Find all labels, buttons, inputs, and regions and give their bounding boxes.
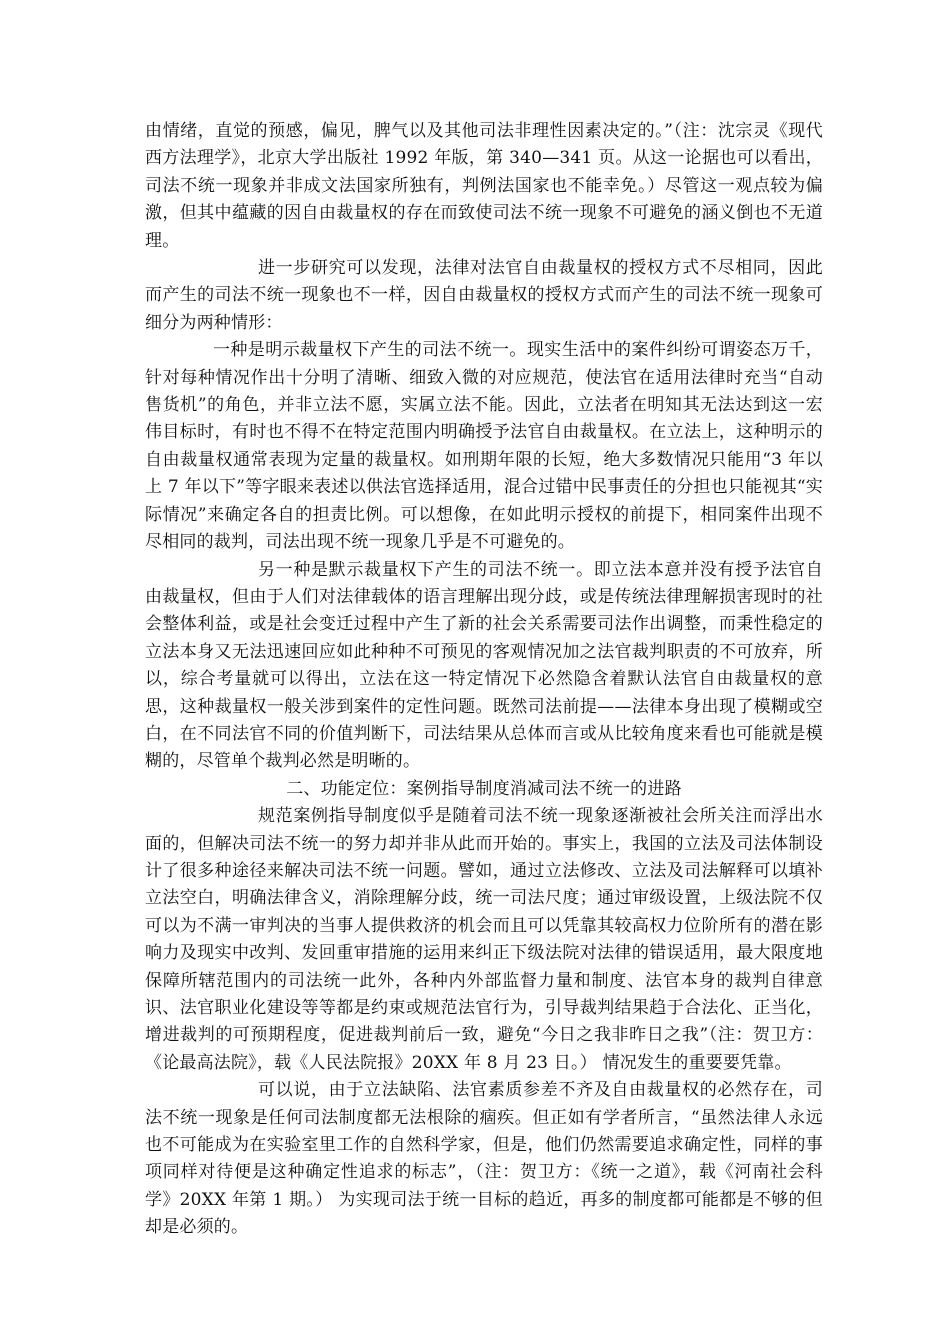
document-body [145, 118, 823, 1242]
paragraph-continuation: 由情绪，直觉的预感，偏见，脾气以及其他司法非理性因素决定的。”（注：沈宗灵《现代西方法理学》，北京大学出版社 1992 年版，第 340—341 页。从这一论据也可以看出，司法不统一现象并非成文法国家所独有，判例法国家也不能幸免。）尽管这一观点较为偏激，但其中蕴藏的因自由裁量权的存在而致使司法不统一现象不可避免的涵义倒也不无道理。 [145, 121, 823, 251]
paragraph-implicit-discretion: 另一种是默示裁量权下产生的司法不统一。即立法本意并没有授予法官自由裁量权，但由于人们对法律载体的语言理解出现分歧，或是传统法律理解损害现时的社会整体利益，或是社会变迁过程中产生了新的社会关系需要司法作出调整，而秉性稳定的立法本身又无法迅速回应如此种种不可预见的客观情况加之法官裁判职责的不可放弃，所以，综合考量就可以得出，立法在这一特定情况下必然隐含着默认法官自由裁量权的意思，这种裁量权一般关涉到案件的定性问题。既然司法前提——法律本身出现了模糊或空白，在不同法官不同的价值判断下，司法结果从总体而言或从比较角度来看也可能就是模糊的，尽管单个裁判必然是明晰的。 [145, 559, 823, 772]
section-heading: 二、功能定位：案例指导制度消减司法不统一的进路 [286, 778, 682, 799]
paragraph-authorization-methods: 进一步研究可以发现，法律对法官自由裁量权的授权方式不尽相同，因此而产生的司法不统一现象也不一样，因自由裁量权的授权方式而产生的司法不统一现象可细分为两种情形： [145, 258, 823, 333]
paragraph-case-guidance: 规范案例指导制度似乎是随着司法不统一现象逐渐被社会所关注而浮出水面的，但解决司法不统一的努力却并非从此而开始的。事实上，我国的立法及司法体制设计了很多种途径来解决司法不统一问题。譬如，通过立法修改、立法及司法解释可以填补立法空白，明确法律含义，消除理解分歧，统一司法尺度；通过审级设置，上级法院不仅可以为不满一审判决的当事人提供救济的机会而且可以凭靠其较高权力位阶所有的潜在影响力及现实中改判、发回重审措施的运用来纠正下级法院对法律的错误适用，最大限度地保障所辖范围内的司法统一此外，各种内外部监督力量和制度、法官本身的裁判自律意识、法官职业化建设等等都是约束或规范法官行为，引导裁判结果趋于合法化、正当化，增进裁判的可预期程度，促进裁判前后一致，避免“今日之我非昨日之我”（注：贺卫方：《论最高法院》，载《人民法院报》20XX 年 8 月 23 日。） 情况发生的重要要凭靠。 [145, 806, 823, 1073]
paragraph-explicit-discretion: 一种是明示裁量权下产生的司法不统一。现实生活中的案件纠纷可谓姿态万千，针对每种情况作出十分明了清晰、细致入微的对应规范，使法官在适用法律时充当“自动售货机”的角色，并非立法不愿，实属立法不能。因此，立法者在明知其无法达到这一宏伟目标时，有时也不得不在特定范围内明确授予法官自由裁量权。在立法上，这种明示的自由裁量权通常表现为定量的裁量权。如刑期年限的长短，绝大多数情况只能用“3 年以上 7 年以下”等字眼来表述以供法官选择适用，混合过错中民事责任的分担也只能视其“实际情况”来确定各自的担责比例。可以想像，在如此明示授权的前提下，相同案件出现不尽相同的裁判，司法出现不统一现象几乎是不可避免的。 [145, 340, 823, 553]
paragraph-conclusion: 可以说，由于立法缺陷、法官素质参差不齐及自由裁量权的必然存在，司法不统一现象是任何司法制度都无法根除的痼疾。但正如有学者所言，“虽然法律人永远也不可能成为在实验室里工作的自然科学家，但是，他们仍然需要追求确定性，同样的事项同样对待便是这种确定性追求的标志”，（注：贺卫方：《统一之道》，载《河南社会科学》20XX 年第 1 期。） 为实现司法于统一目标的趋近，再多的制度都可能都是不够的但却是必须的。 [145, 1080, 823, 1238]
